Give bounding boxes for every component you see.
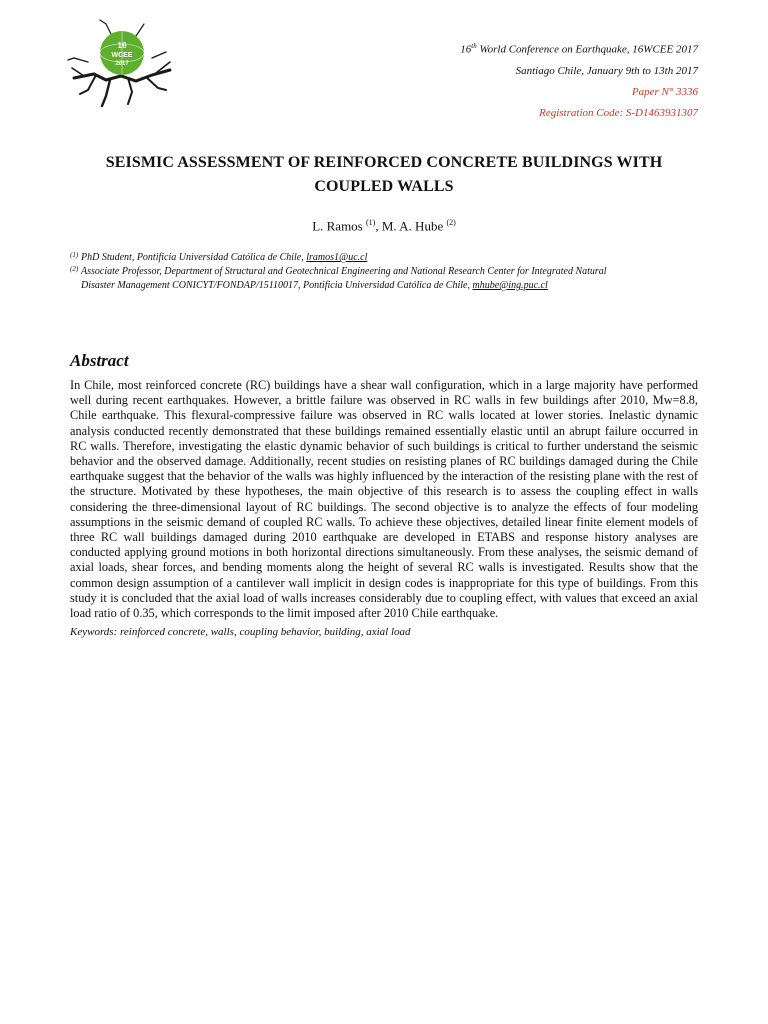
logo-text-line2: WCEE	[111, 52, 133, 59]
affiliation-1	[70, 251, 708, 265]
affiliations	[70, 251, 708, 293]
affiliation-2-email-link[interactable]: mhube@ing.puc.cl	[472, 280, 548, 291]
author-2-name: M. A. Hube	[381, 218, 444, 234]
paper-number: Paper N° 3336	[631, 85, 698, 98]
abstract-body: In Chile, most reinforced concrete (RC) buildings have a shear wall configuration, which in a large majority have performed well during recent earthquakes. However, a brittle failure was observed in RC walls in few buildings after 2010, Mw=8.8, Chile earthquake. This flexural-compressive failure was observed in RC walls located at lower stories. Inelastic dynamic analysis conducted recently demonstrated that these buildings remained essentially elastic until an abrupt failure occurred in RC walls. Therefore, investigating the elastic dynamic behavior of such buildings is critical to further understand the seismic behavior and the observed damage. Additionally, recent studies on resisting planes of RC buildings damaged during the Chile earthquake suggest that the behavior of the walls was highly influenced by the interaction of the resisting plane with the rest of the structure. Motivated by these hypotheses, the main objective of this research is to assess the coupling effect in walls considering the three-dimensional layout of RC buildings. The second objective is to analyze the effects of four modeling assumptions in the seismic demand of coupled RC walls. To achieve these objectives, detailed linear finite element models of three RC wall buildings damaged during 2010 earthquake are developed in ETABS and response history analyses are conducted applying ground motions in both horizontal directions simultaneously. From these analyses, the seismic demand of axial loads, shear forces, and bending moments along the height of several RC walls is investigated. Results show that the common design assumption of a cantilever wall implicit in design codes is inappropriate for this type of buildings. From this study it is concluded that the axial load of walls increases considerably due to coupling effect, with values that exceed an axial load ratio of 0.35, which corresponds to the limit imposed after 2010 Chile earthquake.	[70, 378, 698, 621]
conference-info	[460, 36, 698, 124]
authors	[0, 218, 768, 234]
affiliation-1-text: PhD Student, Pontificia Universidad Católica de Chile,	[81, 252, 307, 263]
registration-code: Registration Code: S-D1463931307	[539, 106, 698, 119]
abstract-heading: Abstract	[70, 351, 129, 370]
logo-text-line3: 2017	[115, 61, 129, 67]
logo-text-line1: 16	[117, 41, 127, 50]
author-2-affiliation-mark: (2)	[446, 218, 456, 227]
affiliation-2-line1: Associate Professor, Department of Structural and Geotechnical Engineering and National Research Center for Integrated Natural	[81, 266, 607, 277]
conference-name	[460, 36, 698, 61]
author-separator: ,	[375, 218, 382, 234]
affiliation-1-mark: (1)	[70, 251, 79, 259]
affiliation-1-email-link[interactable]: lramos1@uc.cl	[306, 252, 368, 263]
affiliation-2-continued	[70, 279, 708, 293]
conference-ordinal-number: 16	[460, 43, 472, 56]
paper-title-line1: SEISMIC ASSESSMENT OF REINFORCED CONCRETE BUILDINGS WITH	[105, 154, 663, 171]
paper-title-line2: COUPLED WALLS	[314, 178, 454, 195]
affiliation-2-mark: (2)	[70, 265, 79, 273]
conference-logo	[66, 18, 176, 108]
conference-ordinal-suffix: th	[471, 42, 477, 50]
author-1-name: L. Ramos	[312, 218, 363, 234]
affiliation-2	[70, 265, 708, 279]
keywords: Keywords: reinforced concrete, walls, coupling behavior, building, axial load	[70, 626, 411, 638]
affiliation-2-line2: Disaster Management CONICYT/FONDAP/15110017, Pontificia Universidad Católica de Chile,	[81, 280, 473, 291]
conference-location-dates: Santiago Chile, January 9th to 13th 2017	[515, 64, 698, 77]
conference-name-rest: World Conference on Earthquake, 16WCEE 2017	[476, 43, 698, 56]
author-1-affiliation-mark: (1)	[366, 218, 376, 227]
paper-title	[60, 151, 708, 199]
